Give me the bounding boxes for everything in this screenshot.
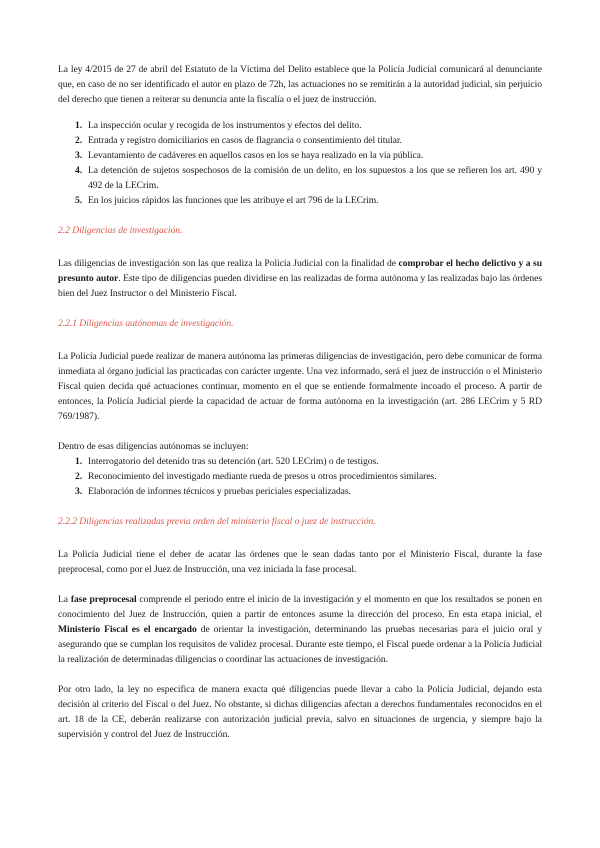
section-heading-2-2-2: 2.2.2 Diligencias realizadas previa orden del ministerio fiscal o juez de instrucción. (58, 516, 376, 527)
paragraph-2-2 (58, 256, 542, 301)
list-item (58, 484, 542, 499)
list-item-text: La detención de sujetos sospechosos de la comisión de un delito, en los supuestos a los que se refieren los art. 490 y 492 de la LECrim. (88, 165, 542, 191)
text-run: . Este tipo de diligencias pueden dividirse en las realizadas de forma autónoma y las realizadas bajo las órdenes bien del Juez Instructor o del Ministerio Fiscal. (58, 273, 543, 299)
paragraph-2-2-1: La Policía Judicial puede realizar de manera autónoma las primeras diligencias de investigación, pero debe comunicar de forma inmediata al órgano judicial las practicadas con carácter urgente. Una vez informado, será el juez de instrucción o el Ministerio Fiscal quien decida qué actuaciones continuar, momento en el que se entiende formalmente incoado el proceso. A partir de entonces, la Policía Judicial pierde la capacidad de actuar de forma autónoma en la investigación (art. 286 LECrim y 5 RD 769/1987). (58, 351, 542, 422)
bold-text-run: comprobar el hecho delictivo y a su presunto autor (58, 258, 542, 284)
document-page (58, 62, 542, 742)
list-item (58, 163, 542, 193)
list-item-text: Entrada y registro domiciliarios en casos de flagrancia o consentimiento del titular. (88, 135, 402, 146)
list-number: 2. (75, 471, 83, 482)
list-item (58, 133, 542, 148)
paragraph-2-2-2-a: La Policía Judicial tiene el deber de acatar las órdenes que le sean dadas tanto por el Ministerio Fiscal, durante la fase preprocesal, como por el Juez de Instrucción, una vez iniciada la fase procesal. (58, 549, 542, 575)
list-item-text: Elaboración de informes técnicos y pruebas periciales especializadas. (88, 486, 351, 497)
list-item-text: La inspección ocular y recogida de los instrumentos y efectos del delito. (88, 120, 362, 131)
paragraph-2-2-2-c: Por otro lado, la ley no especifica de manera exacta qué diligencias puede llevar a cabo la Policía Judicial, dejando esta decisión al criterio del Fiscal o del Juez. No obstante, si dichas diligencias afectan a derechos fundamentales reconocidos en el art. 18 de la CE, deberán realizarse con autorización judicial previa, salvo en situaciones de urgencia, y siempre bajo la supervisión y control del Juez de Instrucción. (58, 684, 542, 740)
text-run: comprende el periodo entre el inicio de la investigación y el momento en que los resultados se ponen en conocimiento del Juez de Instrucción, quien a partir de entonces asume la dirección del proceso. En esta etapa inicial, el (58, 594, 542, 620)
list-item-text: Reconocimiento del investigado mediante rueda de presos u otros procedimientos similares. (88, 471, 437, 482)
list-item (58, 469, 542, 484)
list-item (58, 454, 542, 469)
section-heading-2-2-1: 2.2.1 Diligencias autónomas de investigación. (58, 318, 234, 329)
bold-text-run: Ministerio Fiscal es el encargado (58, 624, 197, 635)
list-item (58, 118, 542, 133)
paragraph-2-2-1-intro-list: Dentro de esas diligencias autónomas se incluyen: (58, 441, 249, 452)
text-run: La (58, 594, 71, 605)
list-number: 3. (75, 150, 83, 161)
list-item (58, 193, 542, 208)
paragraph-2-2-2-b (58, 592, 542, 667)
intro-paragraph: La ley 4/2015 de 27 de abril del Estatuto de la Víctima del Delito establece que la Policía Judicial comunicará al denunciante que, en caso de no ser identificado el autor en plazo de 72h, las actuaciones no se remitirán a la autoridad judicial, sin perjuicio del derecho que tienen a reiterar su denuncia ante la fiscalía o el juez de instrucción. (58, 64, 542, 105)
list-number: 4. (75, 165, 83, 176)
list-item (58, 148, 542, 163)
list-number: 1. (75, 456, 83, 467)
text-run: de orientar la investigación, determinando las pruebas necesarias para el juicio oral y asegurando que se cumplan los requisitos de validez procesal. Durante este tiempo, el Fiscal puede ordenar a la Policía Judicial la realización de determinadas diligencias o coordinar las actuaciones de investigación. (58, 624, 542, 665)
autonomous-diligences-list (58, 454, 542, 499)
list-item-text: Interrogatorio del detenido tras su detención (art. 520 LECrim) o de testigos. (88, 456, 379, 467)
section-heading-2-2: 2.2 Diligencias de investigación. (58, 225, 183, 236)
text-run: Las diligencias de investigación son las que realiza la Policía Judicial con la finalidad de (58, 258, 399, 269)
police-functions-list (58, 118, 542, 208)
list-number: 3. (75, 486, 83, 497)
list-number: 1. (75, 120, 83, 131)
list-number: 5. (75, 195, 83, 206)
list-item-text: En los juicios rápidos las funciones que les atribuye el art 796 de la LECrim. (88, 195, 379, 206)
list-number: 2. (75, 135, 83, 146)
bold-text-run: fase preprocesal (70, 594, 137, 605)
list-item-text: Levantamiento de cadáveres en aquellos casos en los se haya realizado en la vía pública. (88, 150, 424, 161)
